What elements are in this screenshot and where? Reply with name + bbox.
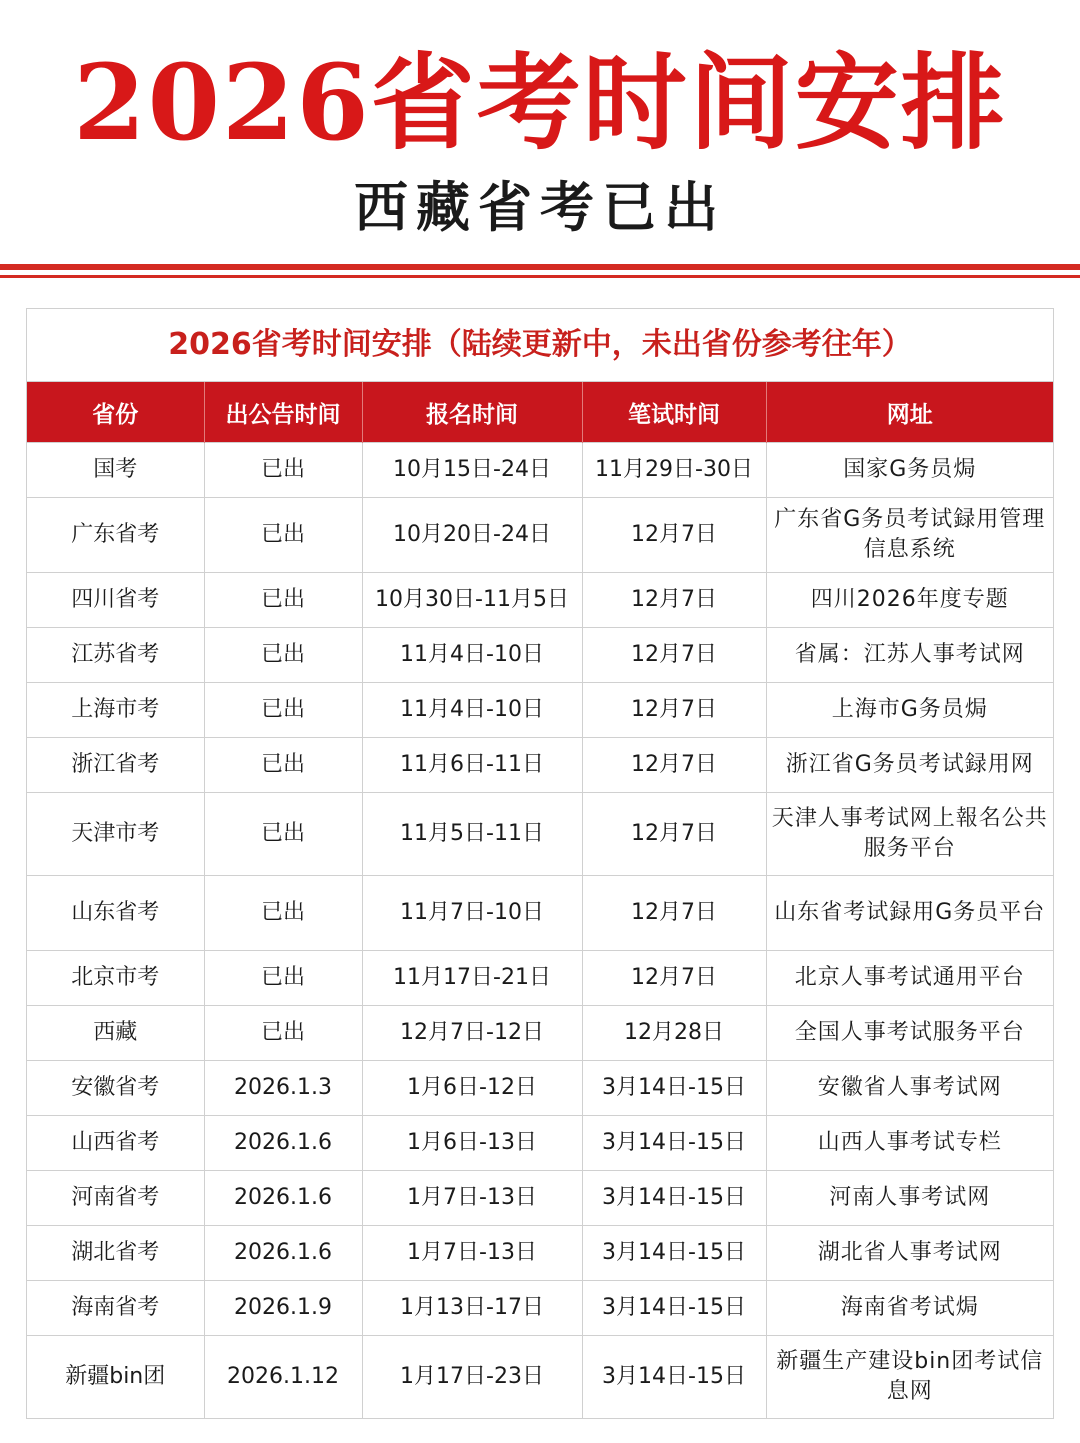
cell-province: 上海市考 <box>27 683 204 738</box>
cell-exam-date: 12月7日 <box>582 498 766 573</box>
cell-exam-date: 3月14日-15日 <box>582 1281 766 1336</box>
cell-announce-date: 已出 <box>204 951 362 1006</box>
cell-website: 山西人事考试专栏 <box>766 1116 1053 1171</box>
cell-province: 四川省考 <box>27 573 204 628</box>
cell-announce-date: 已出 <box>204 683 362 738</box>
cell-exam-date: 12月7日 <box>582 793 766 876</box>
cell-province: 新疆bin团 <box>27 1336 204 1419</box>
table-row <box>27 1116 1053 1171</box>
cell-registration: 12月7日-12日 <box>362 1006 582 1061</box>
cell-website: 新疆生产建设bin团考试信息网 <box>766 1336 1053 1419</box>
cell-announce-date: 已出 <box>204 793 362 876</box>
cell-website: 国家G务员焗 <box>766 443 1053 498</box>
page-subtitle: 西藏省考已出 <box>354 175 726 239</box>
cell-registration: 10月15日-24日 <box>362 443 582 498</box>
cell-registration: 11月17日-21日 <box>362 951 582 1006</box>
cell-announce-date: 已出 <box>204 1006 362 1061</box>
table-header-row <box>27 382 1053 443</box>
table-row <box>27 876 1053 951</box>
table-row <box>27 1171 1053 1226</box>
cell-registration: 11月4日-10日 <box>362 628 582 683</box>
cell-website: 广东省G务员考试録用管理信息系统 <box>766 498 1053 573</box>
cell-registration: 10月30日-11月5日 <box>362 573 582 628</box>
table-row <box>27 1281 1053 1336</box>
table-row <box>27 683 1053 738</box>
table-row <box>27 573 1053 628</box>
table-row <box>27 1061 1053 1116</box>
cell-website: 省属：江苏人事考试网 <box>766 628 1053 683</box>
table-title: 2026省考时间安排（陆续更新中，未出省份参考往年） <box>27 309 1053 382</box>
cell-province: 西藏 <box>27 1006 204 1061</box>
cell-exam-date: 11月29日-30日 <box>582 443 766 498</box>
cell-exam-date: 3月14日-15日 <box>582 1171 766 1226</box>
divider-line <box>0 275 1080 278</box>
table-row <box>27 498 1053 573</box>
column-header-website: 网址 <box>766 382 1053 443</box>
cell-announce-date: 已出 <box>204 443 362 498</box>
cell-province: 山西省考 <box>27 1116 204 1171</box>
cell-website: 河南人事考试网 <box>766 1171 1053 1226</box>
cell-announce-date: 已出 <box>204 738 362 793</box>
cell-province: 广东省考 <box>27 498 204 573</box>
cell-announce-date: 2026.1.6 <box>204 1116 362 1171</box>
cell-province: 安徽省考 <box>27 1061 204 1116</box>
cell-exam-date: 3月14日-15日 <box>582 1226 766 1281</box>
cell-province: 江苏省考 <box>27 628 204 683</box>
cell-announce-date: 2026.1.3 <box>204 1061 362 1116</box>
cell-registration: 1月17日-23日 <box>362 1336 582 1419</box>
cell-announce-date: 已出 <box>204 876 362 951</box>
cell-province: 河南省考 <box>27 1171 204 1226</box>
table-row <box>27 738 1053 793</box>
cell-website: 全国人事考试服务平台 <box>766 1006 1053 1061</box>
cell-registration: 10月20日-24日 <box>362 498 582 573</box>
table-row <box>27 793 1053 876</box>
cell-registration: 11月7日-10日 <box>362 876 582 951</box>
page-title: 2026省考时间安排 <box>73 41 1007 164</box>
cell-exam-date: 12月7日 <box>582 683 766 738</box>
cell-registration: 11月6日-11日 <box>362 738 582 793</box>
table-row <box>27 1006 1053 1061</box>
cell-announce-date: 已出 <box>204 628 362 683</box>
column-header-announce-date: 出公告时间 <box>204 382 362 443</box>
cell-registration: 11月4日-10日 <box>362 683 582 738</box>
cell-website: 山东省考试録用G务员平台 <box>766 876 1053 951</box>
cell-registration: 11月5日-11日 <box>362 793 582 876</box>
cell-exam-date: 12月28日 <box>582 1006 766 1061</box>
cell-website: 海南省考试焗 <box>766 1281 1053 1336</box>
schedule-table-card <box>26 308 1054 1419</box>
cell-province: 国考 <box>27 443 204 498</box>
cell-announce-date: 已出 <box>204 498 362 573</box>
cell-website: 上海市G务员焗 <box>766 683 1053 738</box>
cell-announce-date: 2026.1.6 <box>204 1226 362 1281</box>
cell-province: 北京市考 <box>27 951 204 1006</box>
schedule-table <box>27 382 1053 1418</box>
cell-province: 海南省考 <box>27 1281 204 1336</box>
divider-line <box>0 264 1080 270</box>
column-header-registration: 报名时间 <box>362 382 582 443</box>
cell-announce-date: 2026.1.6 <box>204 1171 362 1226</box>
cell-exam-date: 3月14日-15日 <box>582 1061 766 1116</box>
cell-province: 湖北省考 <box>27 1226 204 1281</box>
cell-website: 湖北省人事考试网 <box>766 1226 1053 1281</box>
table-row <box>27 1336 1053 1419</box>
cell-website: 安徽省人事考试网 <box>766 1061 1053 1116</box>
table-row <box>27 1226 1053 1281</box>
cell-exam-date: 12月7日 <box>582 738 766 793</box>
cell-registration: 1月6日-13日 <box>362 1116 582 1171</box>
cell-website: 四川2026年度专题 <box>766 573 1053 628</box>
cell-exam-date: 12月7日 <box>582 951 766 1006</box>
cell-website: 天津人事考试网上報名公共服务平台 <box>766 793 1053 876</box>
cell-announce-date: 已出 <box>204 573 362 628</box>
cell-exam-date: 12月7日 <box>582 573 766 628</box>
table-row <box>27 951 1053 1006</box>
cell-registration: 1月13日-17日 <box>362 1281 582 1336</box>
cell-exam-date: 12月7日 <box>582 628 766 683</box>
cell-registration: 1月7日-13日 <box>362 1226 582 1281</box>
cell-exam-date: 3月14日-15日 <box>582 1336 766 1419</box>
cell-province: 浙江省考 <box>27 738 204 793</box>
cell-registration: 1月6日-12日 <box>362 1061 582 1116</box>
cell-announce-date: 2026.1.12 <box>204 1336 362 1419</box>
cell-website: 浙江省G务员考试録用网 <box>766 738 1053 793</box>
column-header-exam-date: 笔试时间 <box>582 382 766 443</box>
cell-exam-date: 3月14日-15日 <box>582 1116 766 1171</box>
cell-exam-date: 12月7日 <box>582 876 766 951</box>
cell-province: 山东省考 <box>27 876 204 951</box>
table-row <box>27 443 1053 498</box>
cell-province: 天津市考 <box>27 793 204 876</box>
table-row <box>27 628 1053 683</box>
column-header-province: 省份 <box>27 382 204 443</box>
cell-website: 北京人事考试通用平台 <box>766 951 1053 1006</box>
cell-registration: 1月7日-13日 <box>362 1171 582 1226</box>
cell-announce-date: 2026.1.9 <box>204 1281 362 1336</box>
